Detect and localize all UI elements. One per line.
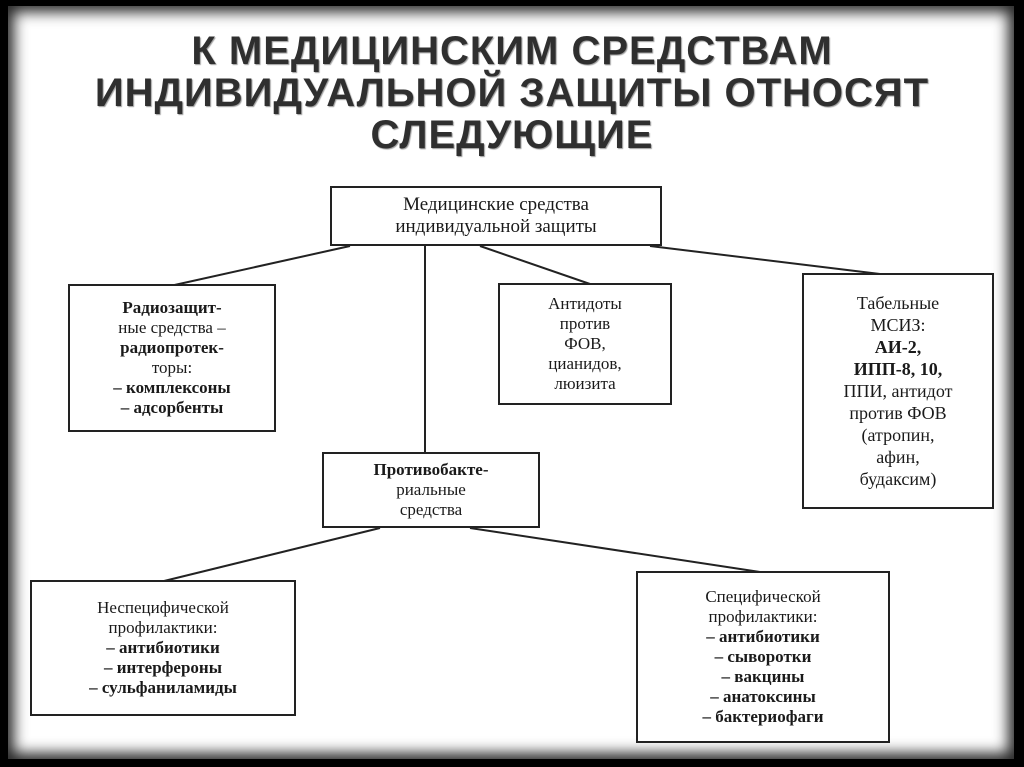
antibacterial-box bbox=[322, 452, 540, 528]
title-line-3: СЛЕДУЮЩИЕ bbox=[370, 113, 654, 157]
tabel-line-6: против ФОВ bbox=[849, 403, 947, 423]
tabel-line-9: будаксим) bbox=[859, 469, 937, 489]
specific-line-7: – бактериофаги bbox=[702, 707, 824, 726]
tabel-line-7: (атропин, bbox=[861, 425, 935, 445]
connector-antibact-specific bbox=[470, 528, 760, 572]
radio-line-2: ные средства – bbox=[118, 318, 226, 337]
connector-root-tabel bbox=[650, 246, 880, 274]
root-line-1: Медицинские средства bbox=[403, 194, 589, 215]
nonspecific-line-1: Неспецифической bbox=[97, 598, 229, 617]
radioprotective-box bbox=[68, 284, 276, 432]
tabel-line-4: ИПП-8, 10, bbox=[853, 359, 943, 379]
radio-line-1: Радиозащит- bbox=[122, 298, 222, 317]
antidotes-line-2: против bbox=[559, 314, 611, 333]
tabel-line-8: афин, bbox=[876, 447, 920, 467]
connector-root-radio bbox=[170, 246, 350, 286]
specific-line-6: – анатоксины bbox=[710, 687, 816, 706]
root-line-2: индивидуальной защиты bbox=[395, 216, 597, 237]
nonspecific-line-2: профилактики: bbox=[108, 618, 218, 637]
nonspecific-line-3: – антибиотики bbox=[106, 638, 220, 657]
tabel-line-3: АИ-2, bbox=[874, 337, 922, 357]
standard-msiz-box bbox=[802, 273, 994, 509]
antibact-line-1: Противобакте- bbox=[373, 460, 489, 479]
specific-line-3: – антибиотики bbox=[706, 627, 820, 646]
antibact-line-3: средства bbox=[399, 500, 463, 519]
antibact-line-2: риальные bbox=[396, 480, 466, 499]
connector-antibact-nonspecific bbox=[160, 528, 380, 582]
nonspecific-line-4: – интерфероны bbox=[103, 658, 223, 677]
radio-line-4: торы: bbox=[151, 358, 193, 377]
tabel-line-5: ППИ, антидот bbox=[843, 381, 953, 401]
tabel-line-2: МСИЗ: bbox=[870, 315, 926, 335]
radio-line-6: – адсорбенты bbox=[120, 398, 224, 417]
title-line-1: К МЕДИЦИНСКИМ СРЕДСТВАМ bbox=[191, 29, 833, 73]
tabel-line-1: Табельные bbox=[856, 293, 940, 313]
specific-line-5: – вакцины bbox=[721, 667, 805, 686]
root-box bbox=[330, 186, 662, 246]
title-line-2: ИНДИВИДУАЛЬНОЙ ЗАЩИТЫ ОТНОСЯТ bbox=[94, 71, 930, 115]
nonspecific-line-5: – сульфаниламиды bbox=[89, 678, 237, 697]
specific-line-2: профилактики: bbox=[708, 607, 818, 626]
antidotes-line-5: люизита bbox=[554, 374, 616, 393]
specific-line-4: – сыворотки bbox=[714, 647, 812, 666]
antidotes-line-4: цианидов, bbox=[548, 354, 622, 373]
connector-root-antidotes bbox=[480, 246, 590, 284]
radio-line-3: радиопротек- bbox=[120, 338, 224, 357]
antidotes-box bbox=[498, 283, 672, 405]
radio-line-5: – комплексоны bbox=[113, 378, 231, 397]
specific-line-1: Специфической bbox=[705, 587, 821, 606]
nonspecific-prophylaxis-box bbox=[30, 580, 296, 716]
specific-prophylaxis-box bbox=[636, 571, 890, 743]
antidotes-line-1: Антидоты bbox=[548, 294, 622, 313]
antidotes-line-3: ФОВ, bbox=[564, 334, 606, 353]
